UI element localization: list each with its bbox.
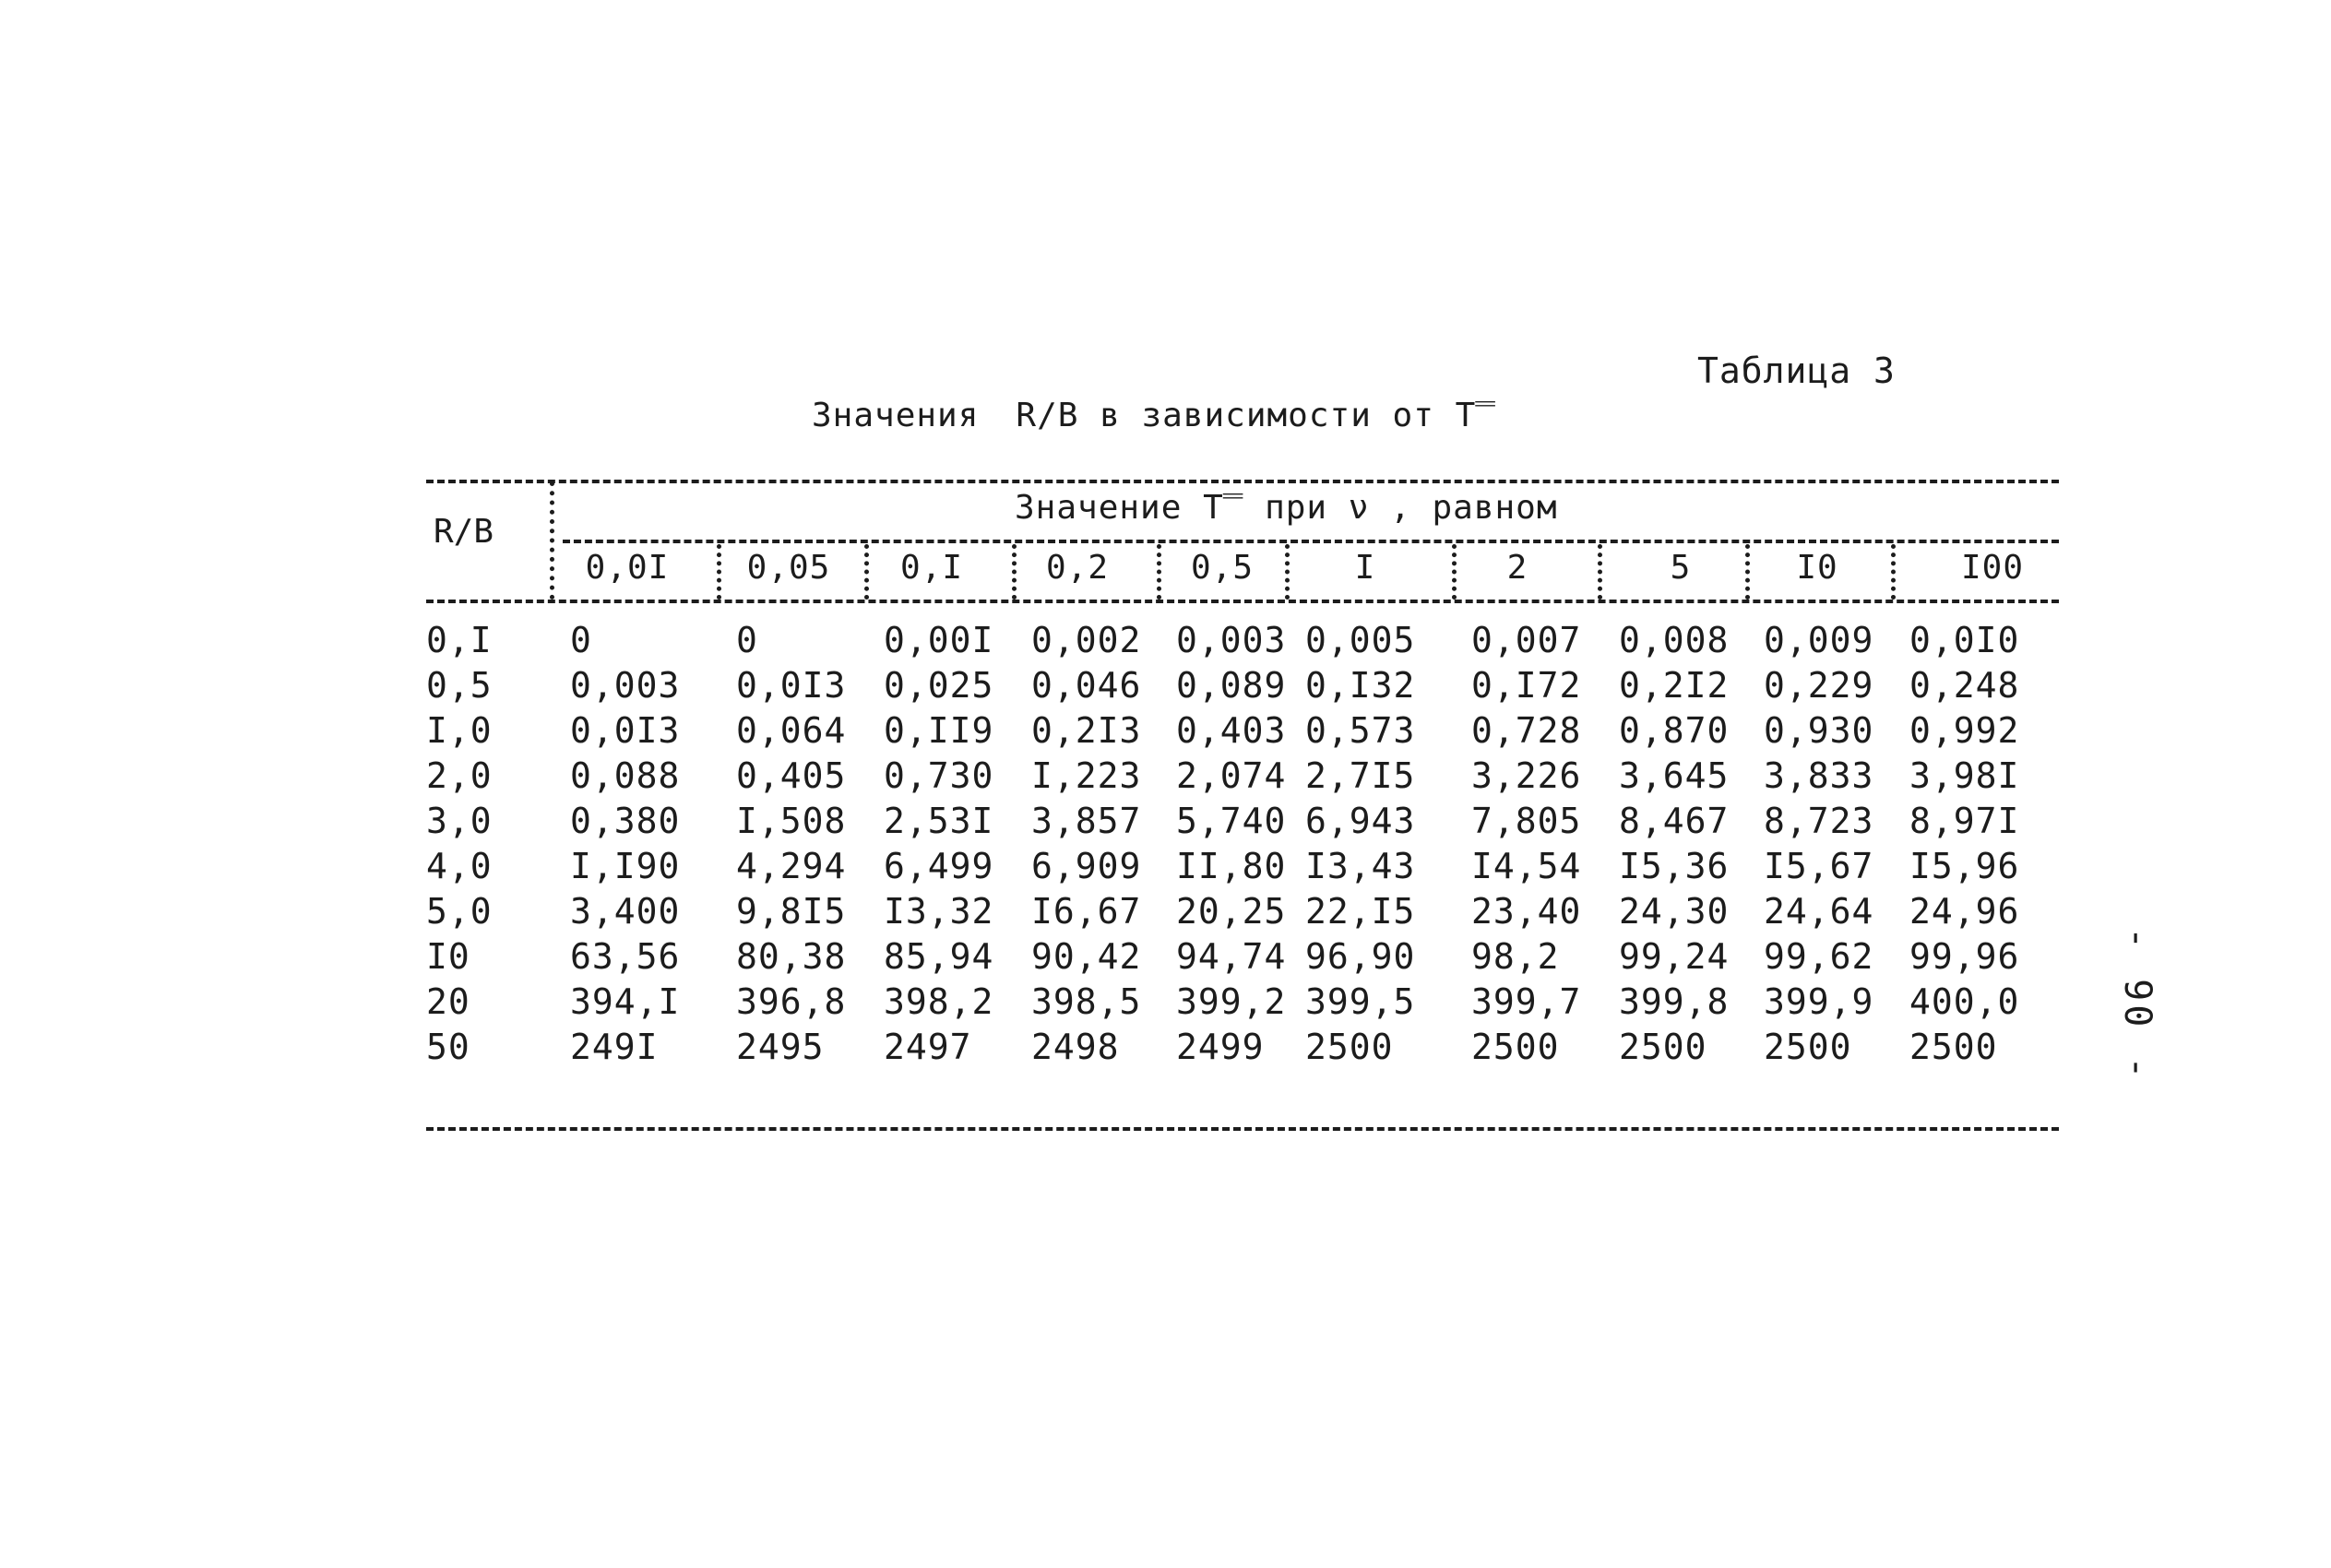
table-cell: 0,003 (570, 665, 681, 706)
table-cell: 0,403 (1176, 710, 1287, 751)
table-bottom-rule (426, 1127, 2059, 1131)
table-cell: 0,I72 (1471, 665, 1582, 706)
table-cell: 0,088 (570, 755, 681, 796)
table-cell: 400,0 (1909, 981, 2020, 1022)
table-cell: 24,30 (1619, 891, 1730, 932)
table-cell: 0,003 (1176, 620, 1287, 660)
row-label: 0,5 (426, 665, 493, 706)
column-header: 0,0I (585, 549, 670, 587)
table-cell: 8,723 (1764, 801, 1874, 841)
table-cell: 0,992 (1909, 710, 2020, 751)
table-cell: I4,54 (1471, 846, 1582, 886)
column-header: 0,5 (1190, 549, 1255, 587)
caption-ratio: R/B (1016, 397, 1079, 434)
table-cell: 2500 (1305, 1027, 1394, 1067)
table-cell: 6,943 (1305, 801, 1416, 841)
table-cell: 2495 (736, 1027, 825, 1067)
table-cell: 0,405 (736, 755, 847, 796)
table-cell: I5,36 (1619, 846, 1730, 886)
table-cell: 0,248 (1909, 665, 2020, 706)
table-cell: 3,833 (1764, 755, 1874, 796)
column-header: 2 (1506, 549, 1528, 587)
table-cell: 0,930 (1764, 710, 1874, 751)
table-cell: 3,98I (1909, 755, 2020, 796)
table-cell: 99,24 (1619, 936, 1730, 977)
table-cell: 6,499 (884, 846, 994, 886)
table-cell: 0,009 (1764, 620, 1874, 660)
row-label: 5,0 (426, 891, 493, 932)
column-separator (1891, 544, 1896, 600)
column-header: I (1354, 549, 1376, 587)
table-cell: 0,00I (884, 620, 994, 660)
table-cell: 0,2I3 (1031, 710, 1142, 751)
table-cell: 399,5 (1305, 981, 1416, 1022)
table-cell: 0,2I2 (1619, 665, 1730, 706)
table-cell: 0,005 (1305, 620, 1416, 660)
table-cell: 0,380 (570, 801, 681, 841)
table-cell: 9,8I5 (736, 891, 847, 932)
table-cell: 2,074 (1176, 755, 1287, 796)
table-cell: 90,42 (1031, 936, 1142, 977)
row-header-label: R/B (434, 513, 494, 551)
table-cell: I3,43 (1305, 846, 1416, 886)
row-label: 4,0 (426, 846, 493, 886)
table-cell: 2499 (1176, 1027, 1265, 1067)
table-label: Таблица 3 (1697, 350, 1896, 391)
column-header: I0 (1796, 549, 1838, 587)
group-header-rule (563, 540, 2059, 543)
table-cell: 98,2 (1471, 936, 1560, 977)
table-cell: 94,74 (1176, 936, 1287, 977)
row-label: I,0 (426, 710, 493, 751)
row-label: 50 (426, 1027, 470, 1067)
table-cell: 2,53I (884, 801, 994, 841)
table-cell: 5,740 (1176, 801, 1287, 841)
column-header: 5 (1670, 549, 1692, 587)
table-cell: 0,0I0 (1909, 620, 2020, 660)
table-cell: 0 (570, 620, 592, 660)
table-cell: 6,909 (1031, 846, 1142, 886)
group-header: Значение T̿ при ν , равном (1015, 489, 1558, 527)
table-cell: 96,90 (1305, 936, 1416, 977)
table-cell: 0,002 (1031, 620, 1142, 660)
table-cell: 0,870 (1619, 710, 1730, 751)
table-cell: 0,I32 (1305, 665, 1416, 706)
row-label: 20 (426, 981, 470, 1022)
table-cell: 0 (736, 620, 758, 660)
table-cell: 0,089 (1176, 665, 1287, 706)
table-cell: 3,400 (570, 891, 681, 932)
page-number: - 90 - (2116, 927, 2159, 1083)
table-cell: 2500 (1909, 1027, 1998, 1067)
table-cell: 2497 (884, 1027, 972, 1067)
column-separator (1598, 544, 1602, 600)
table-cell: 399,7 (1471, 981, 1582, 1022)
table-top-rule (426, 480, 2059, 483)
table-cell: I,I90 (570, 846, 681, 886)
table-cell: 2500 (1471, 1027, 1560, 1067)
table-cell: 396,8 (736, 981, 847, 1022)
table-cell: 3,226 (1471, 755, 1582, 796)
table-cell: 7,805 (1471, 801, 1582, 841)
table-cell: 2500 (1764, 1027, 1852, 1067)
column-header: 0,2 (1045, 549, 1110, 587)
table-cell: 0,008 (1619, 620, 1730, 660)
table-cell: 99,62 (1764, 936, 1874, 977)
caption-suffix: в зависимости от T̿ (1100, 397, 1496, 434)
table-cell: 0,573 (1305, 710, 1416, 751)
table-cell: 398,2 (884, 981, 994, 1022)
table-cell: I5,67 (1764, 846, 1874, 886)
table-cell: 0,025 (884, 665, 994, 706)
table-cell: 23,40 (1471, 891, 1582, 932)
table-cell: 399,2 (1176, 981, 1287, 1022)
table-cell: 63,56 (570, 936, 681, 977)
row-label: 2,0 (426, 755, 493, 796)
table-cell: I,508 (736, 801, 847, 841)
table-cell: 3,857 (1031, 801, 1142, 841)
table-cell: 24,96 (1909, 891, 2020, 932)
table-cell: 2,7I5 (1305, 755, 1416, 796)
table-cell: 99,96 (1909, 936, 2020, 977)
table-cell: I5,96 (1909, 846, 2020, 886)
table-cell: I,223 (1031, 755, 1142, 796)
table-cell: 4,294 (736, 846, 847, 886)
table-cell: 0,046 (1031, 665, 1142, 706)
table-cell: 0,728 (1471, 710, 1582, 751)
table-cell: 399,9 (1764, 981, 1874, 1022)
table-cell: 0,064 (736, 710, 847, 751)
caption-prefix: Значения (812, 397, 980, 434)
table-cell: 0,730 (884, 755, 994, 796)
table-cell: 0,229 (1764, 665, 1874, 706)
row-label: I0 (426, 936, 470, 977)
table-cell: 249I (570, 1027, 659, 1067)
table-cell: I3,32 (884, 891, 994, 932)
table-cell: 0,007 (1471, 620, 1582, 660)
table-cell: 80,38 (736, 936, 847, 977)
table-cell: 22,I5 (1305, 891, 1416, 932)
table-cell: 2498 (1031, 1027, 1120, 1067)
table-cell: II,80 (1176, 846, 1287, 886)
table-cell: 0,0I3 (736, 665, 847, 706)
table-cell: 24,64 (1764, 891, 1874, 932)
table-cell: 8,467 (1619, 801, 1730, 841)
table-cell: 3,645 (1619, 755, 1730, 796)
table-cell: 0,0I3 (570, 710, 681, 751)
table-cell: 8,97I (1909, 801, 2020, 841)
table-cell: 0,II9 (884, 710, 994, 751)
row-label: 0,I (426, 620, 493, 660)
table-cell: 394,I (570, 981, 681, 1022)
column-header: 0,I (899, 549, 964, 587)
column-header: 0,05 (746, 549, 831, 587)
header-bottom-rule (426, 600, 2059, 603)
table-cell: 2500 (1619, 1027, 1707, 1067)
table-cell: 20,25 (1176, 891, 1287, 932)
table-cell: 399,8 (1619, 981, 1730, 1022)
table-cell: 398,5 (1031, 981, 1142, 1022)
column-header: I00 (1960, 549, 2025, 587)
table-caption (812, 397, 1496, 434)
table-cell: 85,94 (884, 936, 994, 977)
rb-column-separator (550, 481, 554, 600)
row-label: 3,0 (426, 801, 493, 841)
table-cell: I6,67 (1031, 891, 1142, 932)
